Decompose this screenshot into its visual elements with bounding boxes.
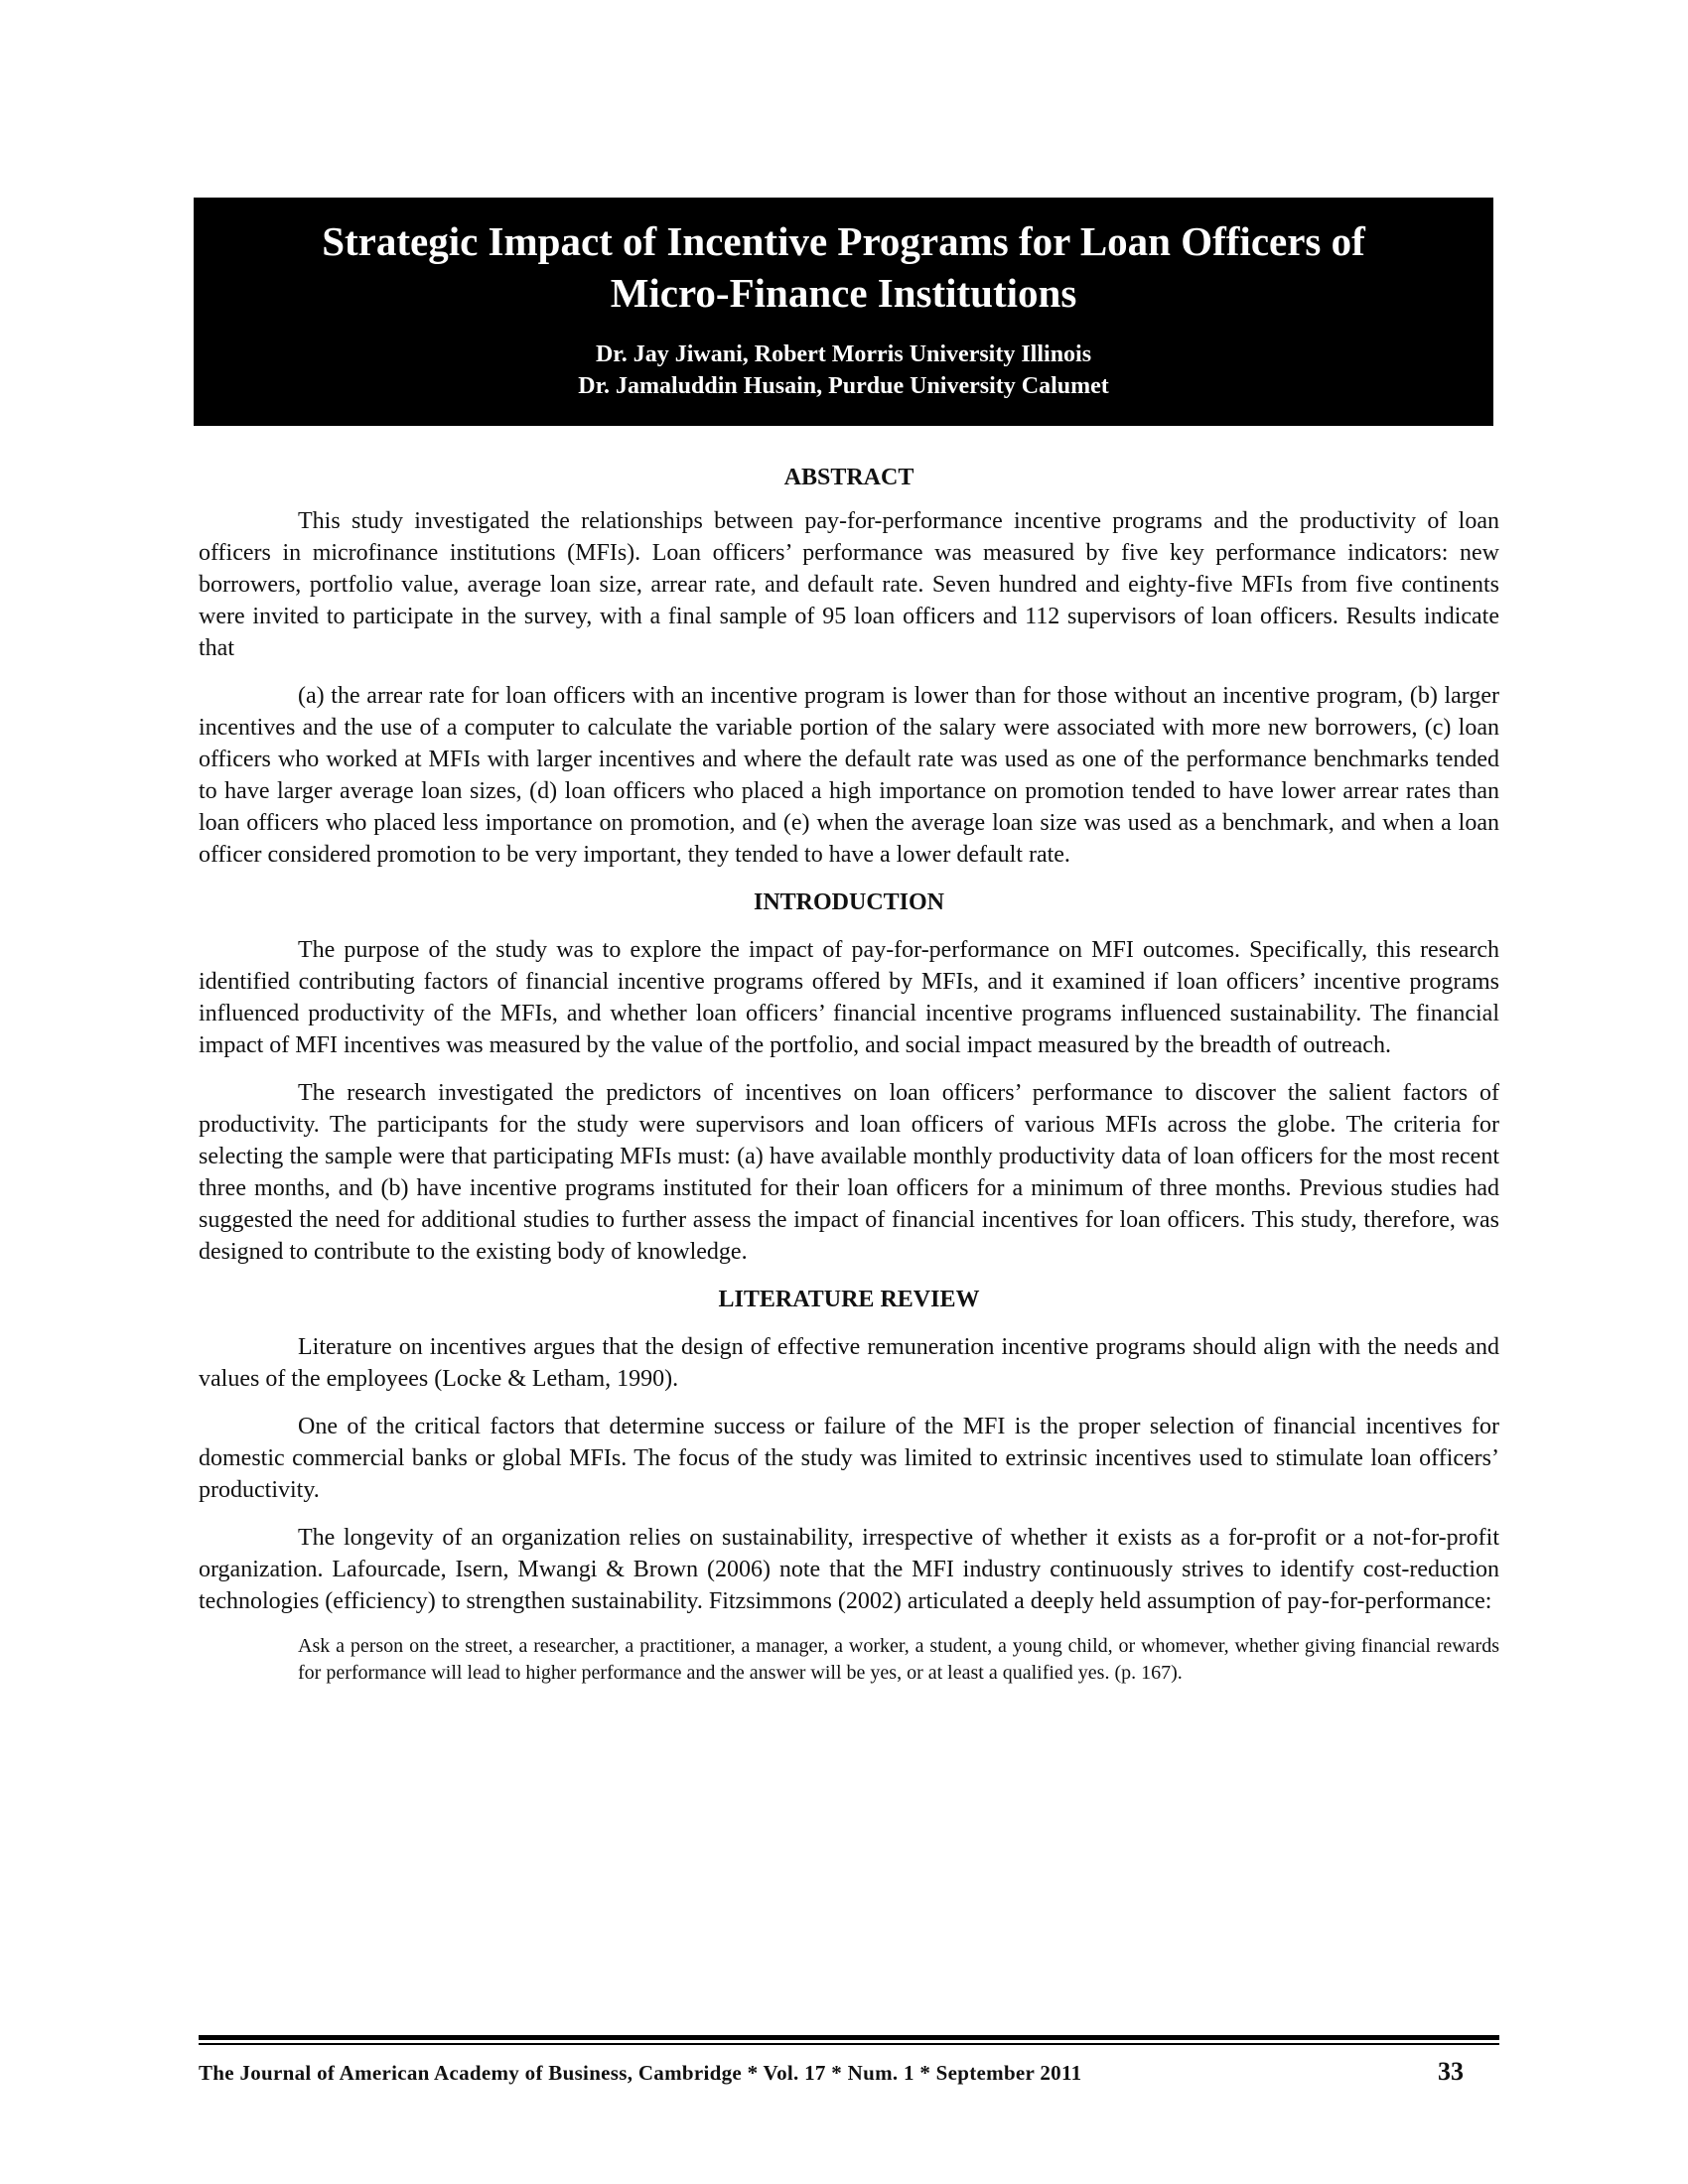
title-line-2: Micro-Finance Institutions [610,270,1077,316]
abstract-paragraph-1: This study investigated the relationships between pay-for-performance incentive programs and the productivity of loan officers in microfinance institutions (MFIs). Loan officers’ performance was measured by five key performance indicators: new borrowers, portfolio value, average loan size, arrear rate, and default rate. Seven hundred and eighty-five MFIs from five continents were invited to participate in the survey, with a final sample of 95 loan officers and 112 supervisors of loan officers. Results indicate that [199,508,1499,661]
literature-paragraph-3: The longevity of an organization relies on sustainability, irrespective of whether it exists as a for-profit or a not-for-profit organization. Lafourcade, Isern, Mwangi & Brown (2006) note that the MFI industry continuously strives to identify cost-reduction technologies (efficiency) to strengthen sustainability. Fitzsimmons (2002) articulated a deeply held assumption of pay-for-performance: [199,1525,1499,1614]
introduction-paragraph-2: The research investigated the predictors of incentives on loan officers’ performance to discover the salient factors of productivity. The participants for the study were supervisors and loan officers of various MFIs across the globe. The criteria for selecting the sample were that participating MFIs must: (a) have available monthly productivity data of loan officers for the most recent three months, and (b) have incentive programs instituted for their loan officers for a minimum of three months. Previous studies had suggested the need for additional studies to further assess the impact of financial incentives for loan officers. This study, therefore, was designed to contribute to the existing body of knowledge. [199,1080,1499,1265]
literature-paragraph-1: Literature on incentives argues that the design of effective remuneration incentive programs should align with the needs and values of the employees (Locke & Letham, 1990). [199,1334,1499,1392]
introduction-paragraph-1: The purpose of the study was to explore the impact of pay-for-performance on MFI outcomes. Specifically, this research identified contributing factors of financial incentive programs offered by MFIs, and it examined if loan officers’ incentive programs influenced productivity of the MFIs, and whether loan officers’ financial incentive programs influenced sustainability. The financial impact of MFI incentives was measured by the value of the portfolio, and social impact measured by the breadth of outreach. [199,937,1499,1058]
footer-rule [199,2035,1499,2045]
page-number: 33 [1438,2057,1464,2086]
journal-citation: The Journal of American Academy of Business, Cambridge * Vol. 17 * Num. 1 * September 2011 [199,2061,1082,2085]
author-2: Dr. Jamaluddin Husain, Purdue University Calumet [578,373,1109,399]
paper-title [223,215,1464,319]
author-1: Dr. Jay Jiwani, Robert Morris University Illinois [595,341,1092,367]
title-banner [194,198,1493,426]
literature-review-heading: LITERATURE REVIEW [718,1287,980,1312]
abstract-paragraph-2: (a) the arrear rate for loan officers with an incentive program is lower than for those without an incentive program, (b) larger incentives and the use of a computer to calculate the variable portion of the salary were associated with more new borrowers, (c) loan officers who worked at MFIs with larger incentives and where the default rate was used as one of the performance benchmarks tended to have larger average loan sizes, (d) loan officers who placed a high importance on promotion tended to have lower arrear rates than loan officers who placed less importance on promotion, and (e) when the average loan size was used as a benchmark, and when a loan officer considered promotion to be very important, they tended to have a lower default rate. [199,683,1499,868]
paper-page [199,198,1499,1687]
block-quote: Ask a person on the street, a researcher, a practitioner, a manager, a worker, a student, a young child, or whomever, whether giving financial rewards for performance will lead to higher performance and the answer will be yes, or at least a qualified yes. (p. 167). [298,1635,1499,1684]
abstract-heading: ABSTRACT [783,465,914,490]
author-list [223,339,1464,402]
literature-paragraph-2: One of the critical factors that determine success or failure of the MFI is the proper selection of financial incentives for domestic commercial banks or global MFIs. The focus of the study was limited to extrinsic incentives used to stimulate loan officers’ productivity. [199,1414,1499,1503]
paper-body [199,462,1499,1687]
title-line-1: Strategic Impact of Incentive Programs for Loan Officers of [322,218,1365,264]
introduction-heading: INTRODUCTION [753,889,945,915]
